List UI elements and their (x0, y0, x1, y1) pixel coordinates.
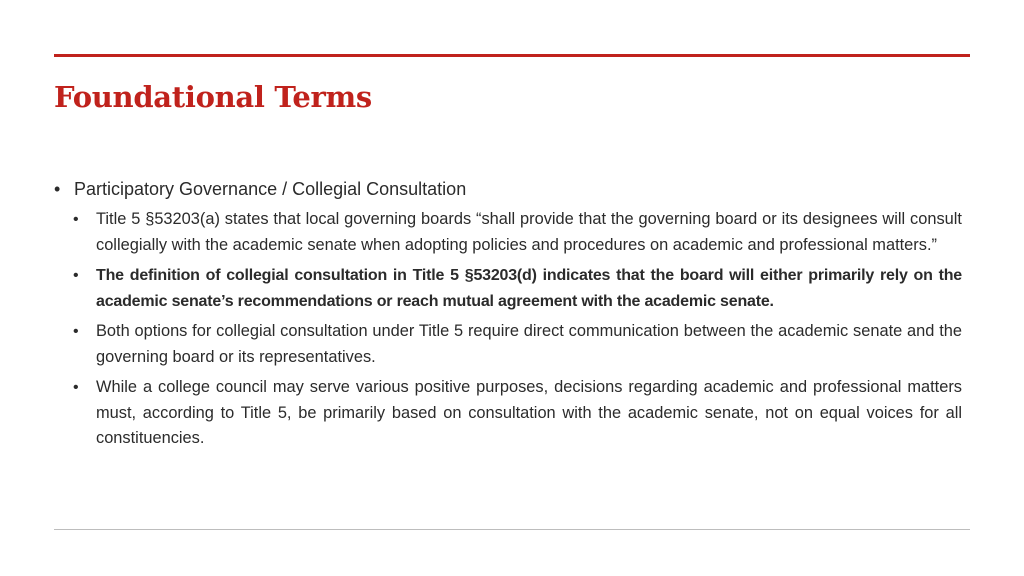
top-divider (54, 54, 970, 57)
sub-bullet-item (73, 207, 962, 258)
sub-bullet-item (73, 375, 962, 452)
sub-bullet-text-emphasized: The definition of collegial consultation in Title 5 §53203(d) indicates that the board will either primarily rely on the academic senate’s recommendations or reach mutual agreement with the academic senate. (96, 267, 962, 310)
sub-bullet-text: While a college council may serve various positive purposes, decisions regarding academic and professional matters must, according to Title 5, be primarily based on consultation with the academic senate, not on equal voices for all constituencies. (96, 378, 962, 447)
sub-bullet-item (73, 263, 962, 314)
sub-bullet-text: Title 5 §53203(a) states that local governing boards “shall provide that the governing board or its designees will consult collegially with the academic senate when adopting policies and procedures on academic and professional matters.” (96, 210, 962, 254)
sub-bullet-item (73, 319, 962, 370)
bullet-list (54, 176, 962, 457)
sub-bullet-text: Both options for collegial consultation under Title 5 require direct communication between the academic senate and the governing board or its representatives. (96, 322, 962, 366)
bullet-text: Participatory Governance / Collegial Consultation (74, 179, 467, 199)
sub-bullet-marker: • (73, 379, 79, 396)
slide-title: Foundational Terms (54, 80, 372, 114)
sub-bullet-marker: • (73, 267, 79, 284)
bullet-marker: • (54, 179, 61, 199)
bullet-item (54, 176, 962, 202)
sub-bullet-marker: • (73, 323, 79, 340)
sub-bullet-marker: • (73, 211, 79, 228)
bottom-divider (54, 529, 970, 530)
